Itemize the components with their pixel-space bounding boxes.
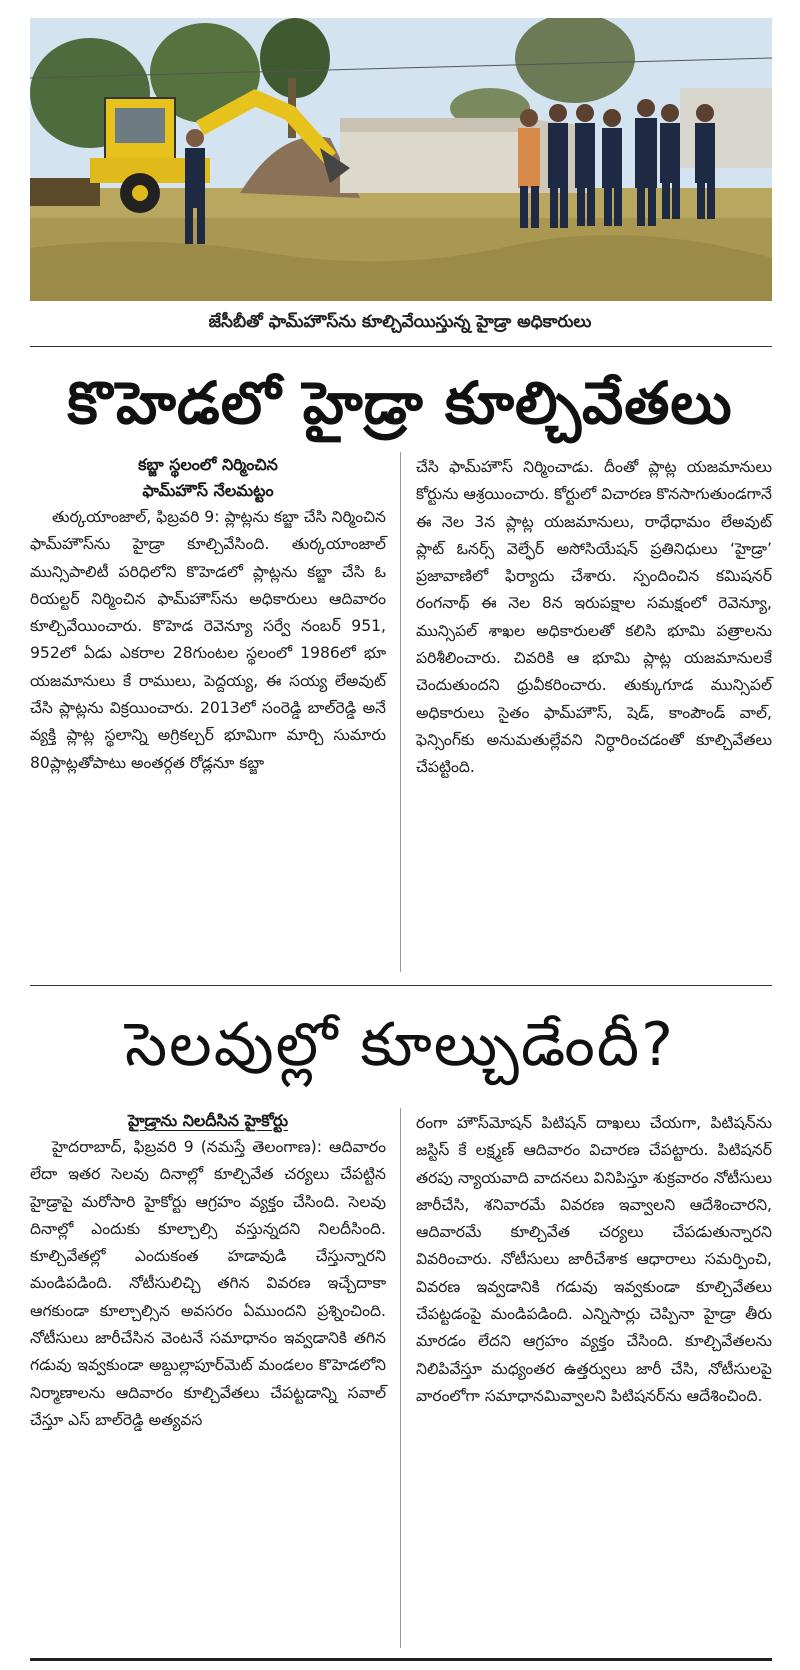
story-separator [30, 985, 772, 986]
story1-column-right [416, 454, 772, 782]
story2-column-divider [400, 1108, 401, 1648]
story2-headline: సెలవుల్లో కూల్చుడేందీ? [125, 1010, 675, 1080]
photo-caption: జేసీబీతో ఫామ్‌హౌస్‌ను కూల్చివేయిస్తున్న హైడ్రా అధికారులు [208, 312, 592, 332]
story1-column-divider [400, 452, 401, 972]
story2-body-left: హైదరాబాద్, ఫిబ్రవరి 9 (నమస్తే తెలంగాణ): ఆదివారం లేదా ఇతర సెలవు దినాల్లో కూల్చివేత చర్యలు చేపట్టిన హైడ్రాపై మరోసారి హైకోర్టు ఆగ్రహం వ్యక్తం చేసింది. సెలవు దినాల్లో ఎందుకు కూల్చాల్సి వస్తున్నదని నిలదీసింది. కూల్చివేతల్లో ఎందుకంత హడావుడి చేస్తున్నారని మండిపడింది. నోటీసులిచ్చి తగిన వివరణ ఇచ్చేదాకా ఆగకుండా కూల్చాల్సిన అవసరం ఏముందని ప్రశ్నించింది. నోటీసులు జారీచేసిన వెంటనే సమాధానం ఇవ్వడానికి తగిన గడువు ఇవ్వకుండా అబ్దుల్లాపూర్‌మెట్ మండలం కొహెడలోని నిర్మాణాలను ఆదివారం కూల్చివేతలు చేపట్టడాన్ని సవాల్ చేస్తూ ఎస్ బాల్‌రెడ్డి అత్యవస [30, 1138, 386, 1429]
story1-body-left: తుర్కయాంజాల్, ఫిబ్రవరి 9: ప్లాట్లను కబ్జా చేసి నిర్మించిన ఫామ్‌హౌస్‌ను హైడ్రా కూల్చివేసింది. తుర్కయాంజాల్ మున్సిపాలిటీ పరిధిలోని కొహెడలో ప్లాట్లను కబ్జా చేసి ఓ రియల్టర్ నిర్మించిన ఫామ్‌హౌస్‌ను అధికారులు ఆదివారం కూల్చివేయించారు. కొహెడ రెవెన్యూ సర్వే నంబర్ 951, 952లో ఏడు ఎకరాల 28గుంటల స్థలంలో 1986లో భూ యజమానులు కే రాములు, పెద్దయ్య, ఈ సయ్య లేఅవుట్ చేసి ప్లాట్లను విక్రయించారు. 2013లో సంరెడ్డి బాల్‌రెడ్డి అనే వ్యక్తి ప్లాట్ల స్థలాన్ని అగ్రికల్చర్ భూమిగా మార్చి సుమారు 80ప్లాట్లతోపాటు అంతర్గత రోడ్లనూ కబ్జా [30, 508, 386, 772]
page-bottom-rule [30, 1658, 772, 1661]
caption-divider [30, 346, 772, 347]
story2-column-right [416, 1110, 772, 1410]
story1-headline: కొహెడలో హైడ్రా కూల్చివేతలు [67, 369, 733, 437]
story1-subheading-line2: ఫామ్‌హౌస్ నేలమట్టం [142, 481, 274, 500]
news-photo [30, 18, 772, 301]
demolition-scene-image [30, 18, 772, 301]
story1-column-left [30, 452, 386, 777]
story2-subheading: హైడ్రాను నిలదీసిన హైకోర్టు [128, 1111, 288, 1130]
story1-body-right: చేసి ఫామ్‌హౌస్ నిర్మించాడు. దీంతో ప్లాట్ల యజమానులు కోర్టును ఆశ్రయించారు. కోర్టులో విచారణ కొనసాగుతుండగానే ఈ నెల 3న ప్లాట్ల యజమానులు, రాధేధామం లేఅవుట్ ప్లాట్ ఓనర్స్ వెల్ఫేర్ అసోసియేషన్ ప్రతినిధులు ‘హైడ్రా’ ప్రజావాణిలో ఫిర్యాదు చేశారు. స్పందించిన కమిషనర్ రంగనాథ్ ఈ నెల 8న ఇరుపక్షాల సమక్షంలో రెవెన్యూ, మున్సిపల్ శాఖల అధికారులతో కలిసి భూమి పత్రాలను పరిశీలించారు. చివరికి ఆ భూమి ప్లాట్ల యజమానులకే చెందుతుందని ధ్రువీకరించారు. తుక్కుగూడ మున్సిపల్ అధికారులు సైతం ఫామ్‌హౌస్, షెడ్, కాంపౌండ్ వాల్, ఫెన్సింగ్‌కు అనుమతుల్లేవని నిర్ధారించడంతో కూల్చివేతలు చేపట్టింది. [416, 458, 772, 777]
story1-subheading-line1: కబ్జా స్థలంలో నిర్మించిన [138, 455, 278, 474]
story2-body-right: రంగా హౌస్‌మోషన్ పిటిషన్ దాఖలు చేయగా, పిటిషన్‌ను జస్టిస్ కే లక్ష్మణ్ ఆదివారం విచారణ చేపట్టారు. పిటిషనర్ తరపు న్యాయవాది వాదనలు వినిపిస్తూ శుక్రవారం నోటీసులు జారీచేసి, శనివారమే వివరణ ఇవ్వాలని ఆదేశించారని, ఆదివారమే కూల్చివేత చర్యలు చేపడుతున్నారని వివరించారు. నోటీసులు జారీచేశాక ఆధారాలు సమర్పించి, వివరణ ఇవ్వడానికి గడువు ఇవ్వకుండా కూల్చివేతలు చేపట్టడంపై మండిపడింది. ఎన్నిసార్లు చెప్పినా హైడ్రా తీరు మారడం లేదని ఆగ్రహం వ్యక్తం చేసింది. కూల్చివేతలను నిలిపివేస్తూ మధ్యంతర ఉత్తర్వులు జారీ చేసి, నోటీసులపై వారంలోగా సమాధానమివ్వాలని పిటిషనర్‌ను ఆదేశించింది. [416, 1114, 772, 1405]
story2-column-left [30, 1108, 386, 1434]
